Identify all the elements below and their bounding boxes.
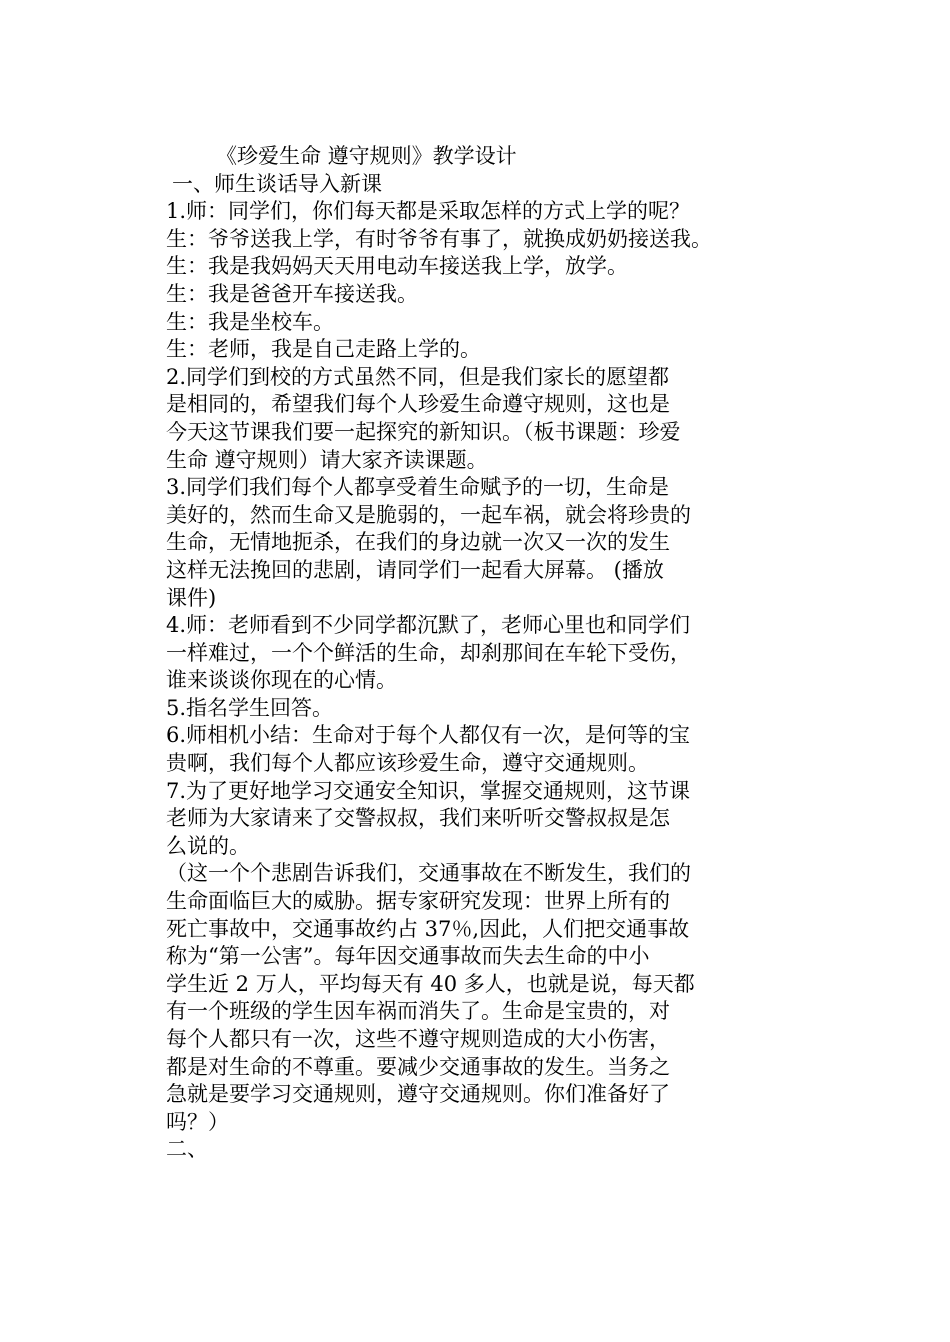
paragraph-line: 2.同学们到校的方式虽然不同，但是我们家长的愿望都 <box>166 364 670 389</box>
paragraph-line: 生：我是爸爸开车接送我。 <box>166 281 418 306</box>
paragraph-line: 学生近 2 万人，平均每天有 40 多人，也就是说，每天都 <box>166 971 695 996</box>
paragraph-line: 生：我是我妈妈天天用电动车接送我上学，放学。 <box>166 254 628 279</box>
paragraph-line: 课件) <box>166 585 217 610</box>
paragraph-line: 急就是要学习交通规则，遵守交通规则。你们准备好了 <box>166 1082 670 1107</box>
paragraph-line: 6.师相机小结：生命对于每个人都仅有一次，是何等的宝 <box>166 723 691 748</box>
paragraph-line: 生命 遵守规则）请大家齐读课题。 <box>166 447 488 472</box>
paragraph-line: 是相同的，希望我们每个人珍爱生命遵守规则，这也是 <box>166 392 670 417</box>
paragraph-line: 生：我是坐校车。 <box>166 309 334 334</box>
paragraph-line: 1.师：同学们，你们每天都是采取怎样的方式上学的呢？ <box>166 199 691 224</box>
document-body <box>166 143 806 1164</box>
paragraph-line: 生：老师，我是自己走路上学的。 <box>166 337 481 362</box>
paragraph-line: 死亡事故中，交通事故约占 37％,因此，人们把交通事故 <box>166 916 690 941</box>
paragraph-line: 每个人都只有一次，这些不遵守规则造成的大小伤害， <box>166 1027 670 1051</box>
paragraph-line: 这样无法挽回的悲剧，请同学们一起看大屏幕。 (播放 <box>166 557 664 582</box>
paragraph-line: 贵啊，我们每个人都应该珍爱生命，遵守交通规则。 <box>166 751 649 776</box>
paragraph-line: 生命，无情地扼杀，在我们的身边就一次又一次的发生 <box>166 530 670 555</box>
paragraph-line: 美好的，然而生命又是脆弱的，一起车祸，就会将珍贵的 <box>166 502 691 527</box>
paragraph-line: 7.为了更好地学习交通安全知识，掌握交通规则，这节课 <box>166 778 691 803</box>
paragraph-line: 称为“第一公害”。每年因交通事故而失去生命的中小 <box>166 944 650 969</box>
paragraph-line: 都是对生命的不尊重。要减少交通事故的发生。当务之 <box>166 1054 670 1079</box>
paragraph-line: 3.同学们我们每个人都享受着生命赋予的一切，生命是 <box>166 475 670 500</box>
paragraph-line: 谁来谈谈你现在的心情。 <box>166 668 397 693</box>
paragraph-line: 吗？） <box>166 1109 229 1134</box>
paragraph-line: 一样难过，一个个鲜活的生命，却刹那间在车轮下受伤， <box>166 640 691 665</box>
paragraph-line: 生：爷爷送我上学，有时爷爷有事了，就换成奶奶接送我。 <box>166 226 712 251</box>
paragraph-line: 5.指名学生回答。 <box>166 695 334 720</box>
paragraph-line: 老师为大家请来了交警叔叔，我们来听听交警叔叔是怎 <box>166 806 670 831</box>
paragraph-line: 4.师：老师看到不少同学都沉默了，老师心里也和同学们 <box>166 613 691 638</box>
paragraph-line: 今天这节课我们要一起探究的新知识。（板书课题：珍爱 <box>166 419 681 444</box>
section-heading-2: 二、 <box>166 1137 208 1162</box>
paragraph-line: （这一个个悲剧告诉我们，交通事故在不断发生，我们的 <box>166 861 691 886</box>
paragraph-line: 有一个班级的学生因车祸而消失了。生命是宝贵的，对 <box>166 999 670 1024</box>
paragraph-line: 么说的。 <box>166 833 250 858</box>
section-heading-1: 一、师生谈话导入新课 <box>172 171 382 196</box>
paragraph-line: 生命面临巨大的威胁。据专家研究发现：世界上所有的 <box>166 889 670 914</box>
document-title: 《珍爱生命 遵守规则》教学设计 <box>216 144 517 168</box>
